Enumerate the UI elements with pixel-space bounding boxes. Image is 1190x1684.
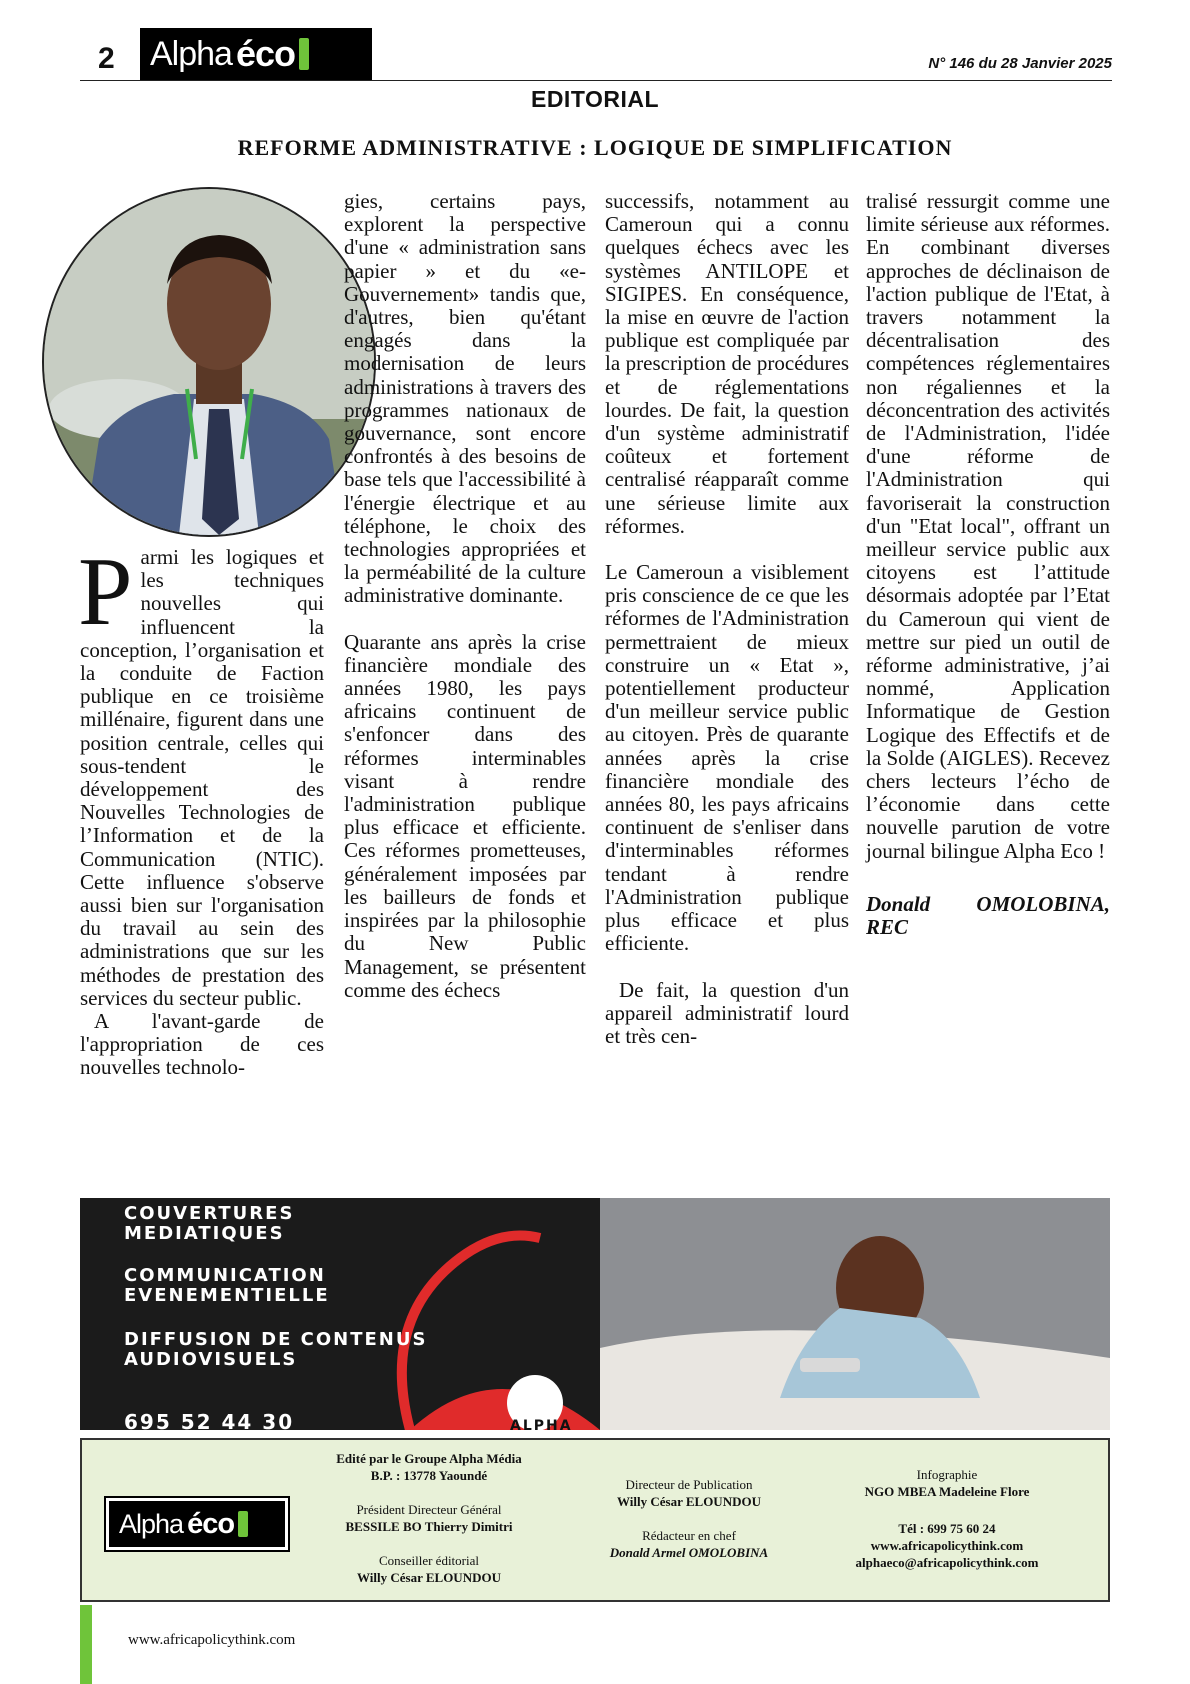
infographics-name: NGO MBEA Madeleine Flore [864, 1484, 1030, 1499]
advertisement-banner[interactable] [80, 1198, 1110, 1430]
masthead-logo [140, 28, 372, 80]
article-paragraph: A l'avant-garde de l'appropriation de ces nouvelles technolo- [80, 1009, 324, 1080]
edited-by: Edité par le Groupe Alpha Média [336, 1451, 522, 1466]
article-paragraph: successifs, notamment au Cameroun qui a connu quelques échecs avec les systèmes ANTILOPE et SIGIPES. En conséquence, la mise en œuvre de l'action publique est compliquée par la prescription de procédures et de réglementations lourdes. De fait, la question d'un système administratif coûteux et fortement centralisé réapparaît comme une sérieuse limite aux réformes. [605, 189, 849, 538]
footer-logo [106, 1498, 288, 1550]
ad-brand: ALPHA [510, 1418, 573, 1430]
ad-service-media: COUVERTURES MEDIATIQUES [124, 1203, 295, 1244]
drop-cap: P [78, 538, 133, 646]
logo-accent [299, 38, 309, 70]
pdg-label: Président Directeur Général [356, 1502, 502, 1517]
footer-logo-accent [238, 1511, 248, 1537]
section-title: EDITORIAL [530, 86, 660, 112]
footer-logo-eco: éco [187, 1507, 235, 1540]
ad-service-events: COMMUNICATION EVENEMENTIELLE [124, 1265, 330, 1306]
page-accent-bar [80, 1605, 92, 1684]
article-column-4 [866, 190, 1110, 939]
portrait-illustration [44, 189, 374, 535]
header-rule [80, 80, 1112, 81]
director-label: Directeur de Publication [625, 1477, 753, 1492]
article-paragraph: Parmi les logiques et les techniques nouvelles qui influencent la conception, l’organisation et la conduite de Faction publique en ce troisième millénaire, figurent dans une position centrale, celles qui sous-tendent le développement des Nouvelles Technologies de l’Information et de la Communication (NTIC). Cette influence s'observe aussi bien sur l'organisation du travail au sein des administrations que sur les méthodes de prestation des services du secteur public. [78, 538, 324, 1010]
page-number: 2 [98, 42, 115, 75]
editor-label: Rédacteur en chef [642, 1528, 736, 1543]
issue-date: N° 146 du 28 Janvier 2025 [928, 55, 1112, 72]
author-photo [42, 187, 376, 537]
ad-service-audiovisual: DIFFUSION DE CONTENUS AUDIOVISUELS [124, 1329, 428, 1370]
article-paragraph: Le Cameroun a visiblement pris conscience de ce que les réformes de l'Administration permettraient de mieux construire un « Etat », potentiellement producteur d'un meilleur service public au citoyen. Près de quarante années après la crise financière mondiale des années 80, les pays africains continuent de s'enliser dans d'interminables réformes tendant à rendre l'Administration publique plus efficace et plus efficiente. [605, 560, 849, 956]
advisor-label: Conseiller éditorial [378, 1553, 479, 1568]
article-paragraph: tralisé ressurgit comme une limite sérieuse aux réformes. En combinant diverses approches de déclinaison de l'action publique de l'Etat, à travers notamment la décentralisation des compétences réglementaires non régaliennes et la déconcentration des activités de l'Administration, l'idée d'une réforme de l'Administration qui favoriserait la construction d'un "Etat local", offrant un meilleur service public aux citoyens est l’attitude désormais adoptée par l’Etat du Cameroun qui vient de mettre sur pied un outil de réforme administrative, j’ai nommé, Application Informatique de Gestion Logique des Effectifs et de la Solde (AIGLES). Recevez chers lecteurs l’écho de l’économie dans cette nouvelle parution de votre journal bilingue Alpha Eco ! [866, 189, 1110, 863]
pdg-name: BESSILE BO Thierry Dimitri [345, 1519, 513, 1534]
editorial-credits [564, 1476, 814, 1561]
article-column-2 [344, 190, 586, 1002]
infographics-label: Infographie [916, 1467, 978, 1482]
advisor-name: Willy César ELOUNDOU [357, 1570, 501, 1585]
article-column-3 [605, 190, 849, 1048]
logo-eco-text: éco [235, 33, 296, 74]
article-paragraph: Quarante ans après la crise financière mondiale des années 1980, les pays africains continuent de s'enfoncer dans des réformes interminables visant à rendre l'administration publique plus efficace et efficiente. Ces réformes prometteuses, généralement imposées par les bailleurs de fonds et inspirées par la philosophie du New Public Management, se présentent comme des échecs [344, 629, 586, 1002]
postal-box: B.P. : 13778 Yaoundé [370, 1468, 488, 1483]
footer-website-link[interactable]: www.africapolicythink.com [128, 1632, 296, 1648]
article-paragraph: gies, certains pays, explorent la perspective d'une « administration sans papier » et du «e-Gouvernement» tandis que, d'autres, bien qu'étant engagés dans la modernisation de leurs administrations à travers des programmes nationaux de gouvernance, sont encore confrontés à des besoins de base tels que l'accessibilité à l'énergie électrique et au téléphone, le choix des technologies appropriées et la perméabilité de la culture administrative dominante. [344, 189, 586, 608]
contact-website[interactable]: www.africapolicythink.com [870, 1538, 1024, 1553]
article-paragraph: De fait, la question d'un appareil administratif lourd et très cen- [605, 977, 849, 1048]
ad-phone[interactable]: 695 52 44 30 [124, 1410, 295, 1430]
logo-alpha-text: Alpha [150, 34, 232, 73]
author-signature: Donald OMOLOBINA, REC [866, 891, 1110, 940]
contact-phone[interactable]: Tél : 699 75 60 24 [898, 1521, 996, 1536]
contact-credits [822, 1466, 1072, 1571]
masthead-box [80, 1438, 1110, 1602]
article-column-1 [78, 538, 324, 1080]
editor-name: Donald Armel OMOLOBINA [609, 1545, 769, 1560]
footer-logo-alpha: Alpha [119, 1508, 184, 1539]
director-name: Willy César ELOUNDOU [617, 1494, 761, 1509]
contact-email[interactable]: alphaeco@africapolicythink.com [855, 1555, 1039, 1570]
publisher-credits [294, 1450, 564, 1586]
article-headline: REFORME ADMINISTRATIVE : LOGIQUE DE SIMPLIFICATION [237, 135, 953, 160]
